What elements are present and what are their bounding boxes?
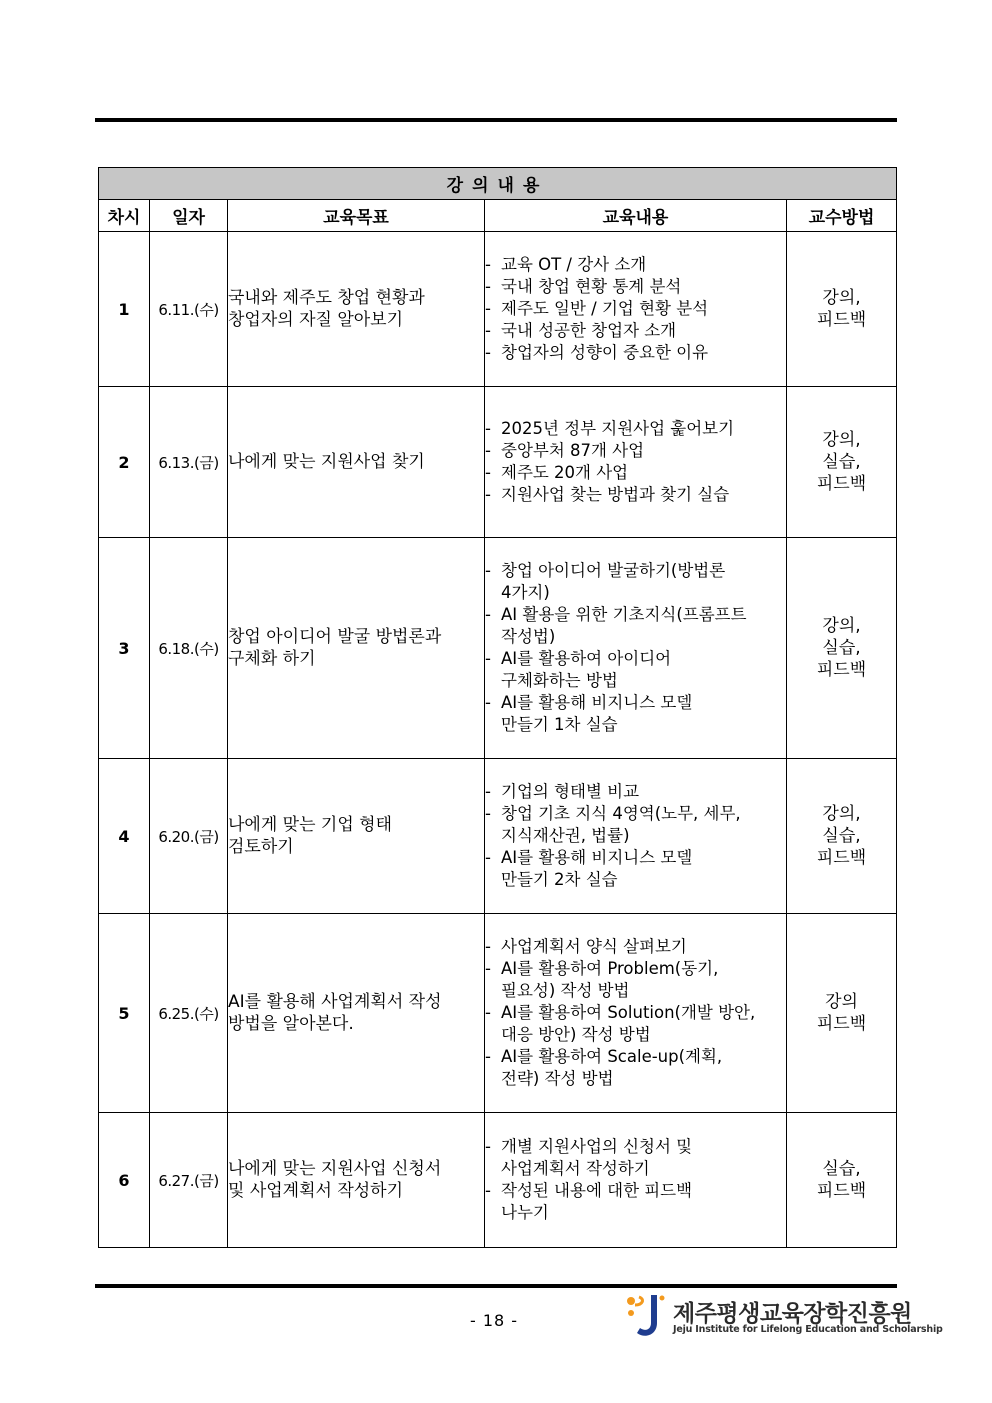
method-line: 피드백 xyxy=(816,474,867,494)
bullet-dash: - xyxy=(485,605,491,624)
education-content xyxy=(485,387,787,538)
content-item-text: 국내 창업 현황 통계 분석 xyxy=(501,277,682,296)
goal-line: 창업자의 자질 알아보기 xyxy=(228,310,404,330)
education-content xyxy=(485,759,787,914)
education-content xyxy=(485,538,787,759)
bullet-dash: - xyxy=(485,299,491,318)
bullet-dash: - xyxy=(485,419,491,438)
content-item xyxy=(485,1136,786,1180)
goal-line: 구체화 하기 xyxy=(228,649,316,669)
method-line: 강의, xyxy=(822,430,861,450)
teaching-method xyxy=(787,387,897,538)
education-goal xyxy=(228,759,485,914)
goal-line: 및 사업계획서 작성하기 xyxy=(228,1181,404,1201)
header-method: 교수방법 xyxy=(787,200,897,232)
session-date: 6.13.(금) xyxy=(150,387,228,538)
content-item xyxy=(485,276,786,298)
content-item-text: 제주도 일반 / 기업 현황 분석 xyxy=(501,299,709,318)
bullet-dash: - xyxy=(485,649,491,668)
content-item xyxy=(485,1046,786,1090)
content-item xyxy=(485,958,786,1002)
table-row xyxy=(99,232,897,387)
bullet-dash: - xyxy=(485,1181,491,1200)
header-date: 일자 xyxy=(150,200,228,232)
education-content xyxy=(485,232,787,387)
table-row xyxy=(99,387,897,538)
content-item xyxy=(485,320,786,342)
goal-line: 나에게 맞는 기업 형태 xyxy=(228,815,393,835)
lecture-schedule-table xyxy=(98,167,897,1248)
method-line: 실습, xyxy=(822,452,861,472)
bullet-dash: - xyxy=(485,937,491,956)
method-line: 피드백 xyxy=(816,848,867,868)
bullet-dash: - xyxy=(485,441,491,460)
bullet-dash: - xyxy=(485,463,491,482)
bullet-dash: - xyxy=(485,848,491,867)
education-goal xyxy=(228,914,485,1113)
content-item xyxy=(485,692,786,736)
session-date: 6.27.(금) xyxy=(150,1113,228,1248)
session-number: 3 xyxy=(99,538,150,759)
table-body xyxy=(99,232,897,1248)
education-goal xyxy=(228,538,485,759)
content-item-text: 기업의 형태별 비교 xyxy=(501,782,640,801)
content-item-text: 국내 성공한 창업자 소개 xyxy=(501,321,677,340)
content-item xyxy=(485,1002,786,1046)
content-item-text: AI를 활용해 비지니스 모델 만들기 1차 실습 xyxy=(501,693,693,734)
content-item xyxy=(485,604,786,648)
content-item-text: 중앙부처 87개 사업 xyxy=(501,441,645,460)
method-line: 실습, xyxy=(822,1159,861,1179)
content-item xyxy=(485,1180,786,1224)
method-line: 실습, xyxy=(822,638,861,658)
content-item xyxy=(485,298,786,320)
session-number: 1 xyxy=(99,232,150,387)
goal-line: 방법을 알아본다. xyxy=(228,1014,354,1034)
organization-logo xyxy=(625,1293,943,1343)
session-date: 6.18.(수) xyxy=(150,538,228,759)
session-number: 5 xyxy=(99,914,150,1113)
goal-line: 국내와 제주도 창업 현황과 xyxy=(228,288,425,308)
education-content xyxy=(485,1113,787,1248)
bullet-dash: - xyxy=(485,1137,491,1156)
session-date: 6.11.(수) xyxy=(150,232,228,387)
method-line: 피드백 xyxy=(816,310,867,330)
teaching-method xyxy=(787,914,897,1113)
jeju-logo-icon xyxy=(625,1293,669,1341)
bullet-dash: - xyxy=(485,485,491,504)
session-number: 4 xyxy=(99,759,150,914)
teaching-method xyxy=(787,1113,897,1248)
content-item xyxy=(485,342,786,364)
goal-line: 검토하기 xyxy=(228,837,294,857)
teaching-method xyxy=(787,232,897,387)
content-item xyxy=(485,462,786,484)
bullet-dash: - xyxy=(485,1003,491,1022)
content-item-text: AI를 활용하여 Problem(동기, 필요성) 작성 방법 xyxy=(501,959,719,1000)
content-item-text: AI를 활용하여 Solution(개발 방안, 대응 방안) 작성 방법 xyxy=(501,1003,756,1044)
method-line: 강의, xyxy=(822,616,861,636)
method-line: 피드백 xyxy=(816,660,867,680)
bullet-dash: - xyxy=(485,1047,491,1066)
content-item-text: AI를 활용하여 아이디어 구체화하는 방법 xyxy=(501,649,672,690)
table-row xyxy=(99,914,897,1113)
content-item xyxy=(485,803,786,847)
content-item-text: 사업계획서 양식 살펴보기 xyxy=(501,937,687,956)
content-item-text: 교육 OT / 강사 소개 xyxy=(501,255,647,274)
header-no: 차시 xyxy=(99,200,150,232)
content-item-text: 작성된 내용에 대한 피드백 나누기 xyxy=(501,1181,693,1222)
bullet-dash: - xyxy=(485,321,491,340)
education-content xyxy=(485,914,787,1113)
table-row xyxy=(99,759,897,914)
session-date: 6.25.(수) xyxy=(150,914,228,1113)
goal-line: AI를 활용해 사업계획서 작성 xyxy=(228,992,442,1012)
content-item-text: AI를 활용하여 Scale-up(계획, 전략) 작성 방법 xyxy=(501,1047,723,1088)
header-goal: 교육목표 xyxy=(228,200,485,232)
method-line: 강의 xyxy=(825,992,858,1012)
content-item xyxy=(485,560,786,604)
bullet-dash: - xyxy=(485,343,491,362)
content-item-text: 개별 지원사업의 신청서 및 사업계획서 작성하기 xyxy=(501,1137,693,1178)
goal-line: 나에게 맞는 지원사업 찾기 xyxy=(228,452,425,472)
page-number: - 18 - xyxy=(470,1311,519,1330)
session-date: 6.20.(금) xyxy=(150,759,228,914)
method-line: 피드백 xyxy=(816,1014,867,1034)
method-line: 실습, xyxy=(822,826,861,846)
method-line: 강의, xyxy=(822,804,861,824)
content-item xyxy=(485,484,786,506)
content-item-text: 2025년 정부 지원사업 훑어보기 xyxy=(501,419,735,438)
table-row xyxy=(99,1113,897,1248)
content-item xyxy=(485,847,786,891)
bullet-dash: - xyxy=(485,277,491,296)
content-item xyxy=(485,418,786,440)
content-item-text: 지원사업 찾는 방법과 찾기 실습 xyxy=(501,485,730,504)
bullet-dash: - xyxy=(485,693,491,712)
bullet-dash: - xyxy=(485,782,491,801)
bullet-dash: - xyxy=(485,959,491,978)
content-item-text: 제주도 20개 사업 xyxy=(501,463,629,482)
education-goal xyxy=(228,232,485,387)
bullet-dash: - xyxy=(485,561,491,580)
goal-line: 나에게 맞는 지원사업 신청서 xyxy=(228,1159,442,1179)
bullet-dash: - xyxy=(485,255,491,274)
goal-line: 창업 아이디어 발굴 방법론과 xyxy=(228,627,442,647)
content-item-text: 창업 기초 지식 4영역(노무, 세무, 지식재산권, 법률) xyxy=(501,804,741,845)
session-number: 2 xyxy=(99,387,150,538)
session-number: 6 xyxy=(99,1113,150,1248)
content-item xyxy=(485,648,786,692)
method-line: 피드백 xyxy=(816,1181,867,1201)
content-item-text: 창업자의 성향이 중요한 이유 xyxy=(501,343,709,362)
education-goal xyxy=(228,1113,485,1248)
teaching-method xyxy=(787,759,897,914)
education-goal xyxy=(228,387,485,538)
content-item xyxy=(485,254,786,276)
teaching-method xyxy=(787,538,897,759)
organization-name-english: Jeju Institute for Lifelong Education and Scholarship xyxy=(673,1324,943,1335)
table-row xyxy=(99,538,897,759)
header-content: 교육내용 xyxy=(485,200,787,232)
top-rule xyxy=(95,118,897,122)
table-title: 강의내용 xyxy=(99,168,897,200)
content-item-text: AI 활용을 위한 기초지식(프롬프트 작성법) xyxy=(501,605,747,646)
bullet-dash: - xyxy=(485,804,491,823)
method-line: 강의, xyxy=(822,288,861,308)
content-item xyxy=(485,440,786,462)
organization-name: 제주평생교육장학진흥원 xyxy=(673,1301,912,1327)
content-item xyxy=(485,936,786,958)
content-item xyxy=(485,781,786,803)
content-item-text: AI를 활용해 비지니스 모델 만들기 2차 실습 xyxy=(501,848,693,889)
bottom-rule xyxy=(95,1284,897,1288)
content-item-text: 창업 아이디어 발굴하기(방법론 4가지) xyxy=(501,561,726,602)
